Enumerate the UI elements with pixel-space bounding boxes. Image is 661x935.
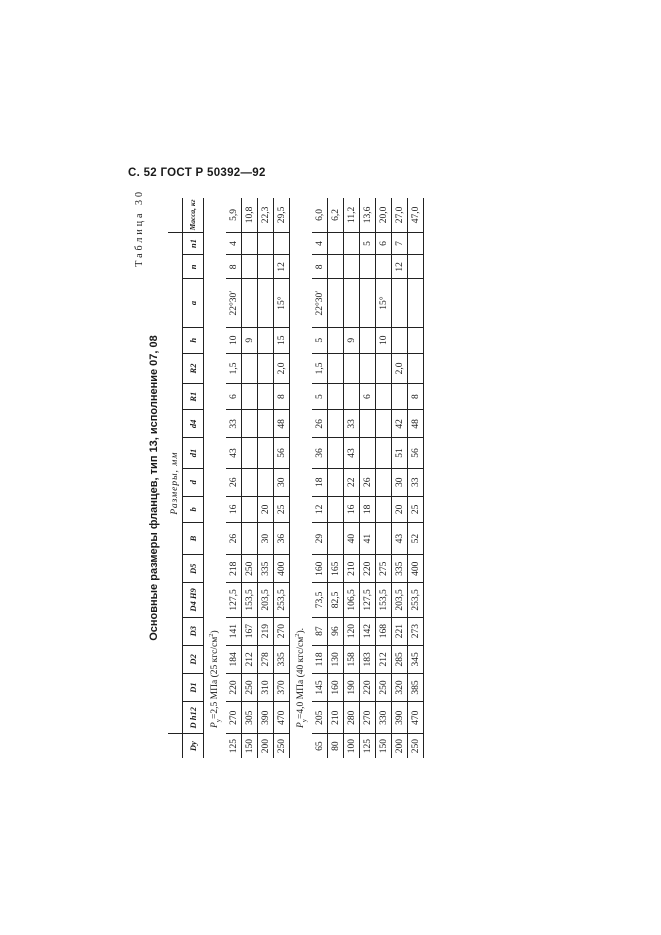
pressure-label-part: у — [215, 718, 223, 723]
table-cell: 13,6 — [360, 198, 376, 232]
table-cell: 100 — [344, 734, 360, 758]
table-cell — [258, 468, 274, 496]
pressure-label-part: ) — [210, 630, 221, 634]
table-cell: 22 — [344, 468, 360, 496]
table-cell: 212 — [242, 645, 258, 673]
table-cell — [408, 353, 424, 383]
table-cell — [258, 327, 274, 353]
column-header: D h12 — [183, 702, 204, 734]
table-cell: 8 — [312, 255, 328, 279]
table-cell: 142 — [360, 617, 376, 645]
pressure-label-part: =2,5 МПа (25 кгс/см — [210, 636, 221, 719]
rotated-table-sheet — [120, 183, 540, 763]
table-cell: 270 — [274, 617, 290, 645]
table-cell: 43 — [344, 438, 360, 468]
column-header: Масса, кг — [183, 198, 204, 232]
pressure-label-part: P — [210, 722, 221, 728]
table-cell: 10 — [226, 327, 242, 353]
group-spacer-end — [168, 198, 183, 232]
table-cell: 160 — [312, 555, 328, 583]
table-cell: 18 — [360, 496, 376, 522]
table-cell: 183 — [360, 645, 376, 673]
table-cell — [376, 522, 392, 554]
table-cell: 285 — [392, 645, 408, 673]
column-header: D1 — [183, 673, 204, 701]
pressure-label-part: 2 — [207, 633, 215, 637]
table-cell: 253,5 — [408, 583, 424, 617]
table-cell — [328, 468, 344, 496]
group-header: Размеры, мм — [168, 232, 183, 734]
table-cell — [242, 496, 258, 522]
table-cell: 30 — [392, 468, 408, 496]
table-cell: 1,5 — [226, 353, 242, 383]
table-cell — [376, 255, 392, 279]
table-cell: 127,5 — [360, 583, 376, 617]
table-cell — [360, 255, 376, 279]
table-cell: 36 — [274, 522, 290, 554]
table-cell: 153,5 — [242, 583, 258, 617]
table-cell — [328, 232, 344, 254]
table-cell — [392, 327, 408, 353]
table-cell: 273 — [408, 617, 424, 645]
table-cell: 36 — [312, 438, 328, 468]
table-cell: 8 — [408, 384, 424, 410]
table-cell: 65 — [312, 734, 328, 758]
column-header: D2 — [183, 645, 204, 673]
table-cell: 4 — [312, 232, 328, 254]
table-cell — [242, 279, 258, 327]
table-cell — [242, 353, 258, 383]
table-cell: 40 — [344, 522, 360, 554]
table-cell: 150 — [376, 734, 392, 758]
table-cell: 33 — [226, 410, 242, 438]
table-cell: 150 — [242, 734, 258, 758]
table-cell: 270 — [226, 702, 242, 734]
table-cell: 158 — [344, 645, 360, 673]
table-cell: 29 — [312, 522, 328, 554]
table-cell: 15 — [274, 327, 290, 353]
table-cell: 165 — [328, 555, 344, 583]
table-cell — [376, 468, 392, 496]
table-cell: 6 — [360, 384, 376, 410]
table-cell: 22°30′ — [312, 279, 328, 327]
table-cell: 220 — [360, 555, 376, 583]
table-cell — [328, 279, 344, 327]
table-cell: 51 — [392, 438, 408, 468]
table-cell: 220 — [360, 673, 376, 701]
table-cell: 203,5 — [392, 583, 408, 617]
column-header: b — [183, 496, 204, 522]
table-cell: 29,5 — [274, 198, 290, 232]
pressure-label-part: у — [301, 718, 309, 723]
table-cell: 80 — [328, 734, 344, 758]
table-cell: 370 — [274, 673, 290, 701]
column-header: D3 — [183, 617, 204, 645]
table-cell: 190 — [344, 673, 360, 701]
table-cell: 9 — [242, 327, 258, 353]
table-cell: 220 — [226, 673, 242, 701]
table-cell: 218 — [226, 555, 242, 583]
table-cell — [360, 353, 376, 383]
table-row — [408, 198, 424, 758]
table-cell — [258, 255, 274, 279]
table-cell: 56 — [274, 438, 290, 468]
table-cell: 120 — [344, 617, 360, 645]
table-cell: 96 — [328, 617, 344, 645]
table-row — [312, 198, 328, 758]
table-cell: 20 — [258, 496, 274, 522]
column-header: d1 — [183, 438, 204, 468]
table-cell: 305 — [242, 702, 258, 734]
table-cell: 210 — [328, 702, 344, 734]
table-cell: 30 — [258, 522, 274, 554]
table-cell — [242, 438, 258, 468]
pressure-label-part: ). — [296, 627, 307, 634]
table-cell: 385 — [408, 673, 424, 701]
table-row — [376, 198, 392, 758]
table-cell: 7 — [392, 232, 408, 254]
table-cell — [360, 410, 376, 438]
table-cell: 212 — [376, 645, 392, 673]
table-cell: 250 — [242, 555, 258, 583]
table-cell: 270 — [360, 702, 376, 734]
table-cell: 118 — [312, 645, 328, 673]
table-cell: 250 — [408, 734, 424, 758]
table-cell: 345 — [408, 645, 424, 673]
table-cell: 5 — [360, 232, 376, 254]
table-cell: 250 — [376, 673, 392, 701]
table-cell — [328, 353, 344, 383]
table-row — [328, 198, 344, 758]
table-cell — [328, 496, 344, 522]
table-cell: 470 — [274, 702, 290, 734]
table-cell: 210 — [344, 555, 360, 583]
table-cell — [258, 232, 274, 254]
table-cell: 15° — [274, 279, 290, 327]
table-row — [274, 198, 290, 758]
column-header: R2 — [183, 353, 204, 383]
table-cell — [392, 384, 408, 410]
table-cell — [328, 255, 344, 279]
table-cell: 250 — [242, 673, 258, 701]
table-cell: 48 — [408, 410, 424, 438]
pressure-label-part: =4,0 МПа (40 кгс/см — [296, 636, 307, 719]
table-cell: 5,9 — [226, 198, 242, 232]
table-cell — [408, 232, 424, 254]
section-row — [290, 198, 313, 758]
table-cell: 6 — [376, 232, 392, 254]
table-cell: 12 — [392, 255, 408, 279]
table-cell: 33 — [408, 468, 424, 496]
table-cell — [376, 438, 392, 468]
table-cell: 160 — [328, 673, 344, 701]
column-header: n1 — [183, 232, 204, 254]
table-cell: 27,0 — [392, 198, 408, 232]
column-header: B — [183, 522, 204, 554]
table-cell: 390 — [258, 702, 274, 734]
table-row — [344, 198, 360, 758]
table-cell: 8 — [274, 384, 290, 410]
table-cell: 335 — [274, 645, 290, 673]
table-cell — [258, 384, 274, 410]
table-cell: 125 — [360, 734, 376, 758]
table-cell: 42 — [392, 410, 408, 438]
table-cell: 167 — [242, 617, 258, 645]
column-header: h — [183, 327, 204, 353]
table-cell: 168 — [376, 617, 392, 645]
table-cell — [360, 279, 376, 327]
table-cell: 25 — [408, 496, 424, 522]
table-cell: 130 — [328, 645, 344, 673]
table-cell: 153,5 — [376, 583, 392, 617]
table-cell: 2,0 — [392, 353, 408, 383]
table-row — [392, 198, 408, 758]
table-cell — [344, 384, 360, 410]
table-cell: 141 — [226, 617, 242, 645]
table-cell: 16 — [344, 496, 360, 522]
table-cell: 22,3 — [258, 198, 274, 232]
table-cell — [258, 438, 274, 468]
table-cell: 330 — [376, 702, 392, 734]
table-cell: 48 — [274, 410, 290, 438]
table-cell: 184 — [226, 645, 242, 673]
table-cell — [344, 255, 360, 279]
table-cell: 400 — [408, 555, 424, 583]
table-cell: 16 — [226, 496, 242, 522]
table-cell: 56 — [408, 438, 424, 468]
pressure-label-part: 2 — [293, 633, 301, 637]
table-cell: 320 — [392, 673, 408, 701]
table-cell — [242, 522, 258, 554]
table-cell: 52 — [408, 522, 424, 554]
table-cell — [408, 255, 424, 279]
table-cell: 200 — [392, 734, 408, 758]
table-cell — [242, 384, 258, 410]
table-cell: 4 — [226, 232, 242, 254]
pressure-label — [290, 198, 313, 758]
pressure-label — [204, 198, 227, 758]
table-cell: 12 — [312, 496, 328, 522]
table-cell — [344, 353, 360, 383]
table-cell — [408, 279, 424, 327]
column-header: n — [183, 255, 204, 279]
table-row — [360, 198, 376, 758]
column-header: R1 — [183, 384, 204, 410]
pressure-label-part: P — [296, 722, 307, 728]
table-cell — [328, 438, 344, 468]
table-cell: 26 — [360, 468, 376, 496]
column-header: Dу — [183, 734, 204, 758]
flange-dimensions-table — [168, 198, 424, 758]
table-cell — [344, 232, 360, 254]
table-cell: 26 — [226, 522, 242, 554]
table-cell: 2,0 — [274, 353, 290, 383]
table-row — [258, 198, 274, 758]
table-cell — [376, 353, 392, 383]
table-cell — [392, 279, 408, 327]
column-header: D5 — [183, 555, 204, 583]
table-cell: 20,0 — [376, 198, 392, 232]
table-row — [242, 198, 258, 758]
table-cell — [242, 410, 258, 438]
column-header-row — [183, 198, 204, 758]
table-cell: 278 — [258, 645, 274, 673]
table-cell — [328, 327, 344, 353]
table-cell — [258, 410, 274, 438]
column-header: a — [183, 279, 204, 327]
table-cell: 33 — [344, 410, 360, 438]
table-cell: 43 — [392, 522, 408, 554]
table-cell — [242, 468, 258, 496]
table-cell: 10,8 — [242, 198, 258, 232]
table-cell: 219 — [258, 617, 274, 645]
table-cell: 22°30′ — [226, 279, 242, 327]
table-cell — [242, 232, 258, 254]
table-cell: 8 — [226, 255, 242, 279]
table-cell: 106,5 — [344, 583, 360, 617]
table-title: Основные размеры фланцев, тип 13, исполнение 07, 08 — [148, 335, 160, 641]
table-cell: 9 — [344, 327, 360, 353]
table-cell — [376, 410, 392, 438]
table-cell: 400 — [274, 555, 290, 583]
table-cell: 275 — [376, 555, 392, 583]
table-cell: 125 — [226, 734, 242, 758]
table-cell: 5 — [312, 327, 328, 353]
table-cell: 145 — [312, 673, 328, 701]
table-cell — [274, 232, 290, 254]
table-cell: 335 — [258, 555, 274, 583]
table-cell: 310 — [258, 673, 274, 701]
table-cell: 18 — [312, 468, 328, 496]
table-cell: 26 — [226, 468, 242, 496]
table-cell — [360, 327, 376, 353]
table-cell: 221 — [392, 617, 408, 645]
column-header: d — [183, 468, 204, 496]
table-cell: 25 — [274, 496, 290, 522]
table-cell: 43 — [226, 438, 242, 468]
table-cell: 5 — [312, 384, 328, 410]
table-cell: 250 — [274, 734, 290, 758]
table-cell: 73,5 — [312, 583, 328, 617]
section-row — [204, 198, 227, 758]
group-spacer — [168, 734, 183, 758]
column-header: d4 — [183, 410, 204, 438]
table-cell: 1,5 — [312, 353, 328, 383]
table-cell — [328, 410, 344, 438]
table-cell: 47,0 — [408, 198, 424, 232]
table-row — [226, 198, 242, 758]
table-cell: 200 — [258, 734, 274, 758]
column-header: D4 H9 — [183, 583, 204, 617]
table-cell: 203,5 — [258, 583, 274, 617]
table-cell: 10 — [376, 327, 392, 353]
table-cell: 127,5 — [226, 583, 242, 617]
table-cell — [242, 255, 258, 279]
table-cell: 26 — [312, 410, 328, 438]
table-cell — [408, 327, 424, 353]
table-cell: 82,5 — [328, 583, 344, 617]
table-body — [204, 198, 424, 758]
table-cell — [376, 384, 392, 410]
table-cell — [360, 438, 376, 468]
table-cell: 280 — [344, 702, 360, 734]
table-cell: 12 — [274, 255, 290, 279]
table-cell: 6,2 — [328, 198, 344, 232]
table-cell: 15° — [376, 279, 392, 327]
table-cell — [328, 384, 344, 410]
table-cell: 335 — [392, 555, 408, 583]
table-cell: 30 — [274, 468, 290, 496]
table-cell — [376, 496, 392, 522]
table-cell: 205 — [312, 702, 328, 734]
table-cell — [258, 279, 274, 327]
table-cell: 6,0 — [312, 198, 328, 232]
table-cell: 11,2 — [344, 198, 360, 232]
table-cell: 470 — [408, 702, 424, 734]
table-cell: 41 — [360, 522, 376, 554]
table-cell: 390 — [392, 702, 408, 734]
table-number: Таблица 30 — [134, 189, 145, 267]
table-cell: 6 — [226, 384, 242, 410]
table-cell: 253,5 — [274, 583, 290, 617]
table-cell — [344, 279, 360, 327]
table-cell: 20 — [392, 496, 408, 522]
table-cell — [258, 353, 274, 383]
table-cell — [328, 522, 344, 554]
page-header: С. 52 ГОСТ Р 50392—92 — [128, 167, 266, 179]
table-cell: 87 — [312, 617, 328, 645]
